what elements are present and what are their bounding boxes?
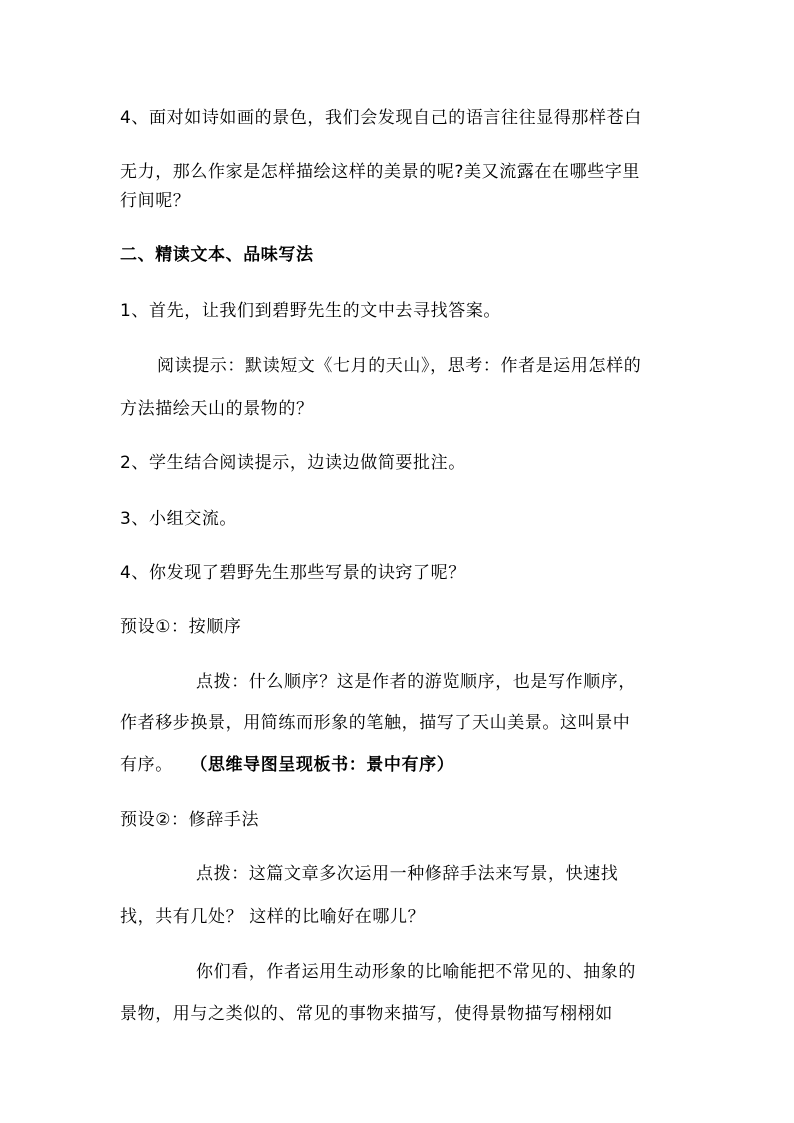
paragraph-line [120,753,680,777]
paragraph-line: 作者移步换景，用简练而形象的笔触，描写了天山美景。这叫景中 [120,713,631,733]
paragraph-line: 找，共有几处？ 这样的比喻好在哪儿？ [120,907,426,927]
preset-heading: 预设②：修辞手法 [120,810,260,830]
paragraph-line: 行间呢？ [120,191,191,211]
section-heading: 二、精读文本、品味写法 [120,245,314,265]
paragraph-line: 4、面对如诗如画的景色，我们会发现自己的语言往往显得那样苍白 [120,108,642,128]
paragraph-line: 你们看，作者运用生动形象的比喻能把不常见的、抽象的 [196,962,636,982]
reading-tip-line: 阅读提示：默读短文《七月的天山》，思考：作者是运用怎样的 [157,356,642,376]
paragraph-line: 无力，那么作家是怎样描绘这样的美景的呢?美又流露在在哪些字里 [120,162,641,182]
paragraph-line: 1、首先，让我们到碧野先生的文中去寻找答案。 [120,301,502,321]
paragraph-line: 4、你发现了碧野先生那些写景的诀窍了呢？ [120,563,466,583]
hint-line: 点拨：这篇文章多次运用一种修辞手法来写景，快速找 [196,864,619,884]
paragraph-line: 3、小组交流。 [120,509,238,529]
paragraph-line: 景物，用与之类似的、常见的事物来描写，使得景物描写栩栩如 [120,1004,613,1024]
paragraph-line: 方法描绘天山的景物的？ [120,399,314,419]
hint-line: 点拨：什么顺序？这是作者的游览顺序，也是写作顺序， [196,672,636,692]
paragraph-text: 有序。 [120,755,173,775]
preset-heading: 预设①：按顺序 [120,617,242,637]
paragraph-line: 2、学生结合阅读提示，边读边做简要批注。 [120,453,466,473]
blackboard-note: （思维导图呈现板书：景中有序） [198,755,455,775]
